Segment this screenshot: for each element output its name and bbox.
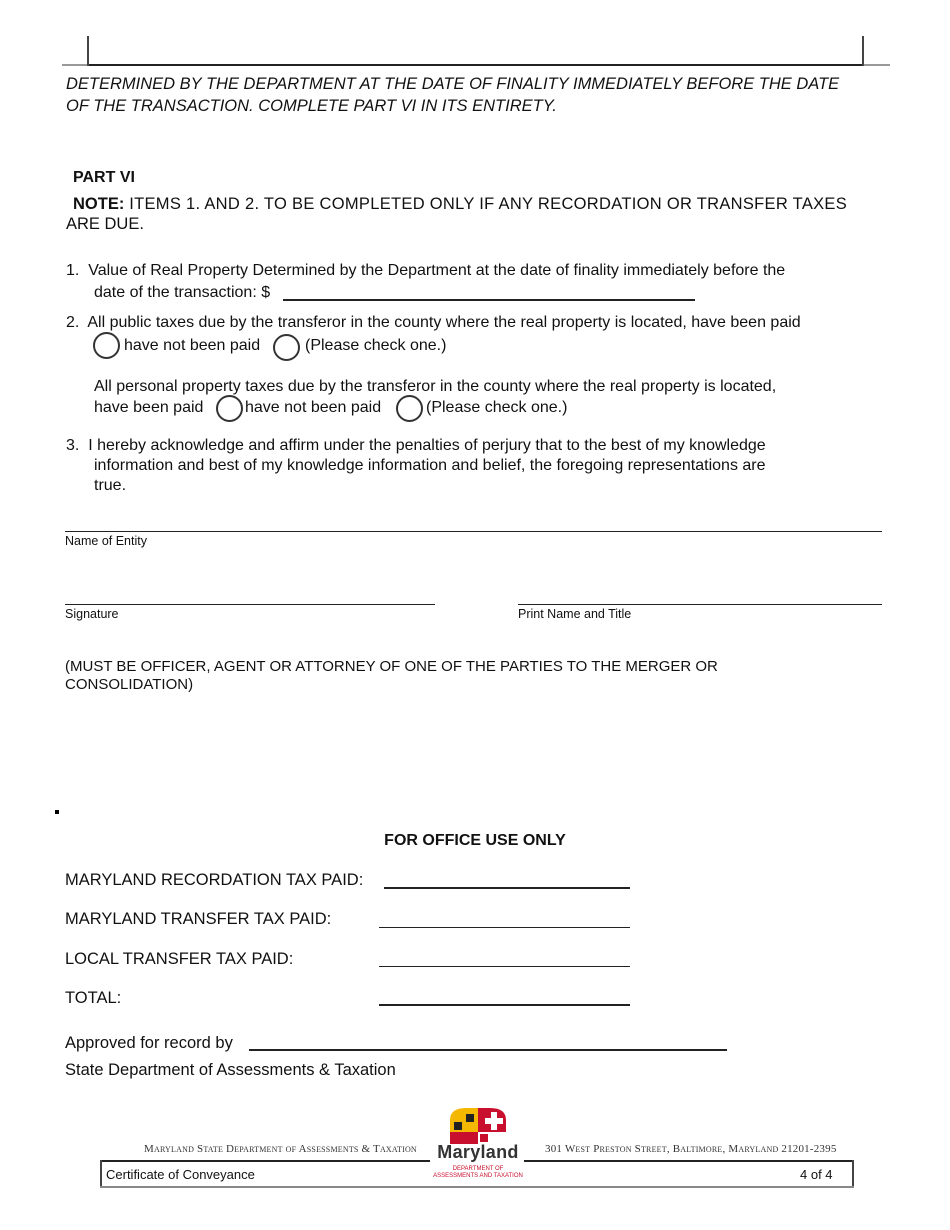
- continued-text: [66, 74, 896, 116]
- footer-right-bracket: [852, 1160, 854, 1188]
- transfer-field[interactable]: [379, 927, 630, 928]
- recordation-field[interactable]: [384, 887, 630, 889]
- property-value-field[interactable]: [283, 299, 695, 301]
- local-transfer-label: LOCAL TRANSFER TAX PAID:: [65, 950, 294, 968]
- item-2b-line1: All personal property taxes due by the transferor in the county where the real property is located,: [94, 378, 777, 395]
- personal-taxes-paid-radio[interactable]: [216, 395, 243, 422]
- approved-field[interactable]: [249, 1049, 727, 1051]
- continued-text-line1: DETERMINED BY THE DEPARTMENT AT THE DATE OF FINALITY IMMEDIATELY BEFORE THE DATE: [66, 75, 840, 93]
- total-field[interactable]: [379, 1004, 630, 1006]
- part-heading: PART VI: [73, 169, 135, 186]
- maryland-flag-icon: [430, 1104, 526, 1146]
- public-taxes-not-paid-radio[interactable]: [273, 334, 300, 361]
- item-2b-not-paid-label: have not been paid: [245, 399, 382, 416]
- personal-taxes-not-paid-radio[interactable]: [396, 395, 423, 422]
- item-3-line1: 3. I hereby acknowledge and affirm under the penalties of perjury that to the best of my knowledge: [66, 437, 766, 454]
- name-of-entity-label: Name of Entity: [65, 534, 147, 548]
- note-text: ITEMS 1. AND 2. TO BE COMPLETED ONLY IF ANY RECORDATION OR TRANSFER TAXES: [124, 195, 848, 213]
- name-of-entity-field[interactable]: [65, 531, 882, 532]
- maryland-logo: [430, 1104, 526, 1184]
- item-2-check-one: (Please check one.): [305, 337, 447, 354]
- public-taxes-paid-radio[interactable]: [93, 332, 120, 359]
- note: [66, 194, 896, 234]
- logo-word: Maryland: [437, 1142, 519, 1162]
- note-line1: [66, 194, 896, 214]
- continued-text-line2: OF THE TRANSACTION. COMPLETE PART VI IN ITS ENTIRETY.: [66, 97, 557, 115]
- local-transfer-field[interactable]: [379, 966, 630, 967]
- note-line2: ARE DUE.: [66, 215, 144, 233]
- item-2b-paid-label: have been paid: [94, 399, 204, 416]
- footer-left-bracket: [100, 1160, 102, 1188]
- signature-label: Signature: [65, 607, 119, 621]
- office-use-heading: FOR OFFICE USE ONLY: [384, 832, 566, 849]
- item-1-line2: date of the transaction: $: [94, 284, 271, 301]
- officer-note-line1: (MUST BE OFFICER, AGENT OR ATTORNEY OF ONE OF THE PARTIES TO THE MERGER OR: [65, 658, 718, 675]
- footer-bottom-rule: [100, 1186, 854, 1188]
- top-left-bracket: [87, 36, 89, 66]
- approved-label: Approved for record by: [65, 1034, 233, 1052]
- print-name-label: Print Name and Title: [518, 607, 632, 621]
- top-rule: [89, 64, 862, 66]
- note-label: NOTE:: [73, 195, 125, 213]
- footer-top-rule-right: [524, 1160, 852, 1162]
- officer-note: [65, 658, 718, 694]
- logo-sub2: ASSESSMENTS AND TAXATION: [433, 1173, 523, 1179]
- footer-agency-name: Maryland State Department of Assessments & Taxation: [144, 1143, 417, 1155]
- item-2-not-paid-label: have not been paid: [124, 337, 261, 354]
- top-left-bracket-foot: [62, 64, 87, 66]
- signature-field[interactable]: [65, 604, 435, 605]
- logo-sub1: DEPARTMENT OF: [452, 1166, 504, 1172]
- recordation-label: MARYLAND RECORDATION TAX PAID:: [65, 871, 364, 889]
- item-3-line3: true.: [94, 477, 127, 494]
- top-right-bracket-foot: [864, 64, 890, 66]
- footer-top-rule: [100, 1160, 430, 1162]
- item-1-line1: 1. Value of Real Property Determined by the Department at the date of finality immediately before the: [66, 262, 786, 279]
- sdat-label: State Department of Assessments & Taxation: [65, 1061, 396, 1079]
- transfer-label: MARYLAND TRANSFER TAX PAID:: [65, 910, 332, 928]
- footer-page-number: 4 of 4: [800, 1167, 833, 1182]
- stray-mark: [55, 810, 59, 814]
- footer-address: 301 West Preston Street, Baltimore, Maryland 21201-2395: [545, 1143, 837, 1155]
- officer-note-line2: CONSOLIDATION): [65, 676, 194, 693]
- total-label: TOTAL:: [65, 989, 122, 1007]
- top-right-bracket: [862, 36, 864, 66]
- item-2-line1: 2. All public taxes due by the transferor in the county where the real property is located, have been paid: [66, 314, 801, 331]
- item-3-line2: information and best of my knowledge information and belief, the foregoing representations are: [94, 457, 766, 474]
- print-name-field[interactable]: [518, 604, 882, 605]
- item-2b-check-one: (Please check one.): [426, 399, 568, 416]
- footer-form-name: Certificate of Conveyance: [106, 1167, 255, 1182]
